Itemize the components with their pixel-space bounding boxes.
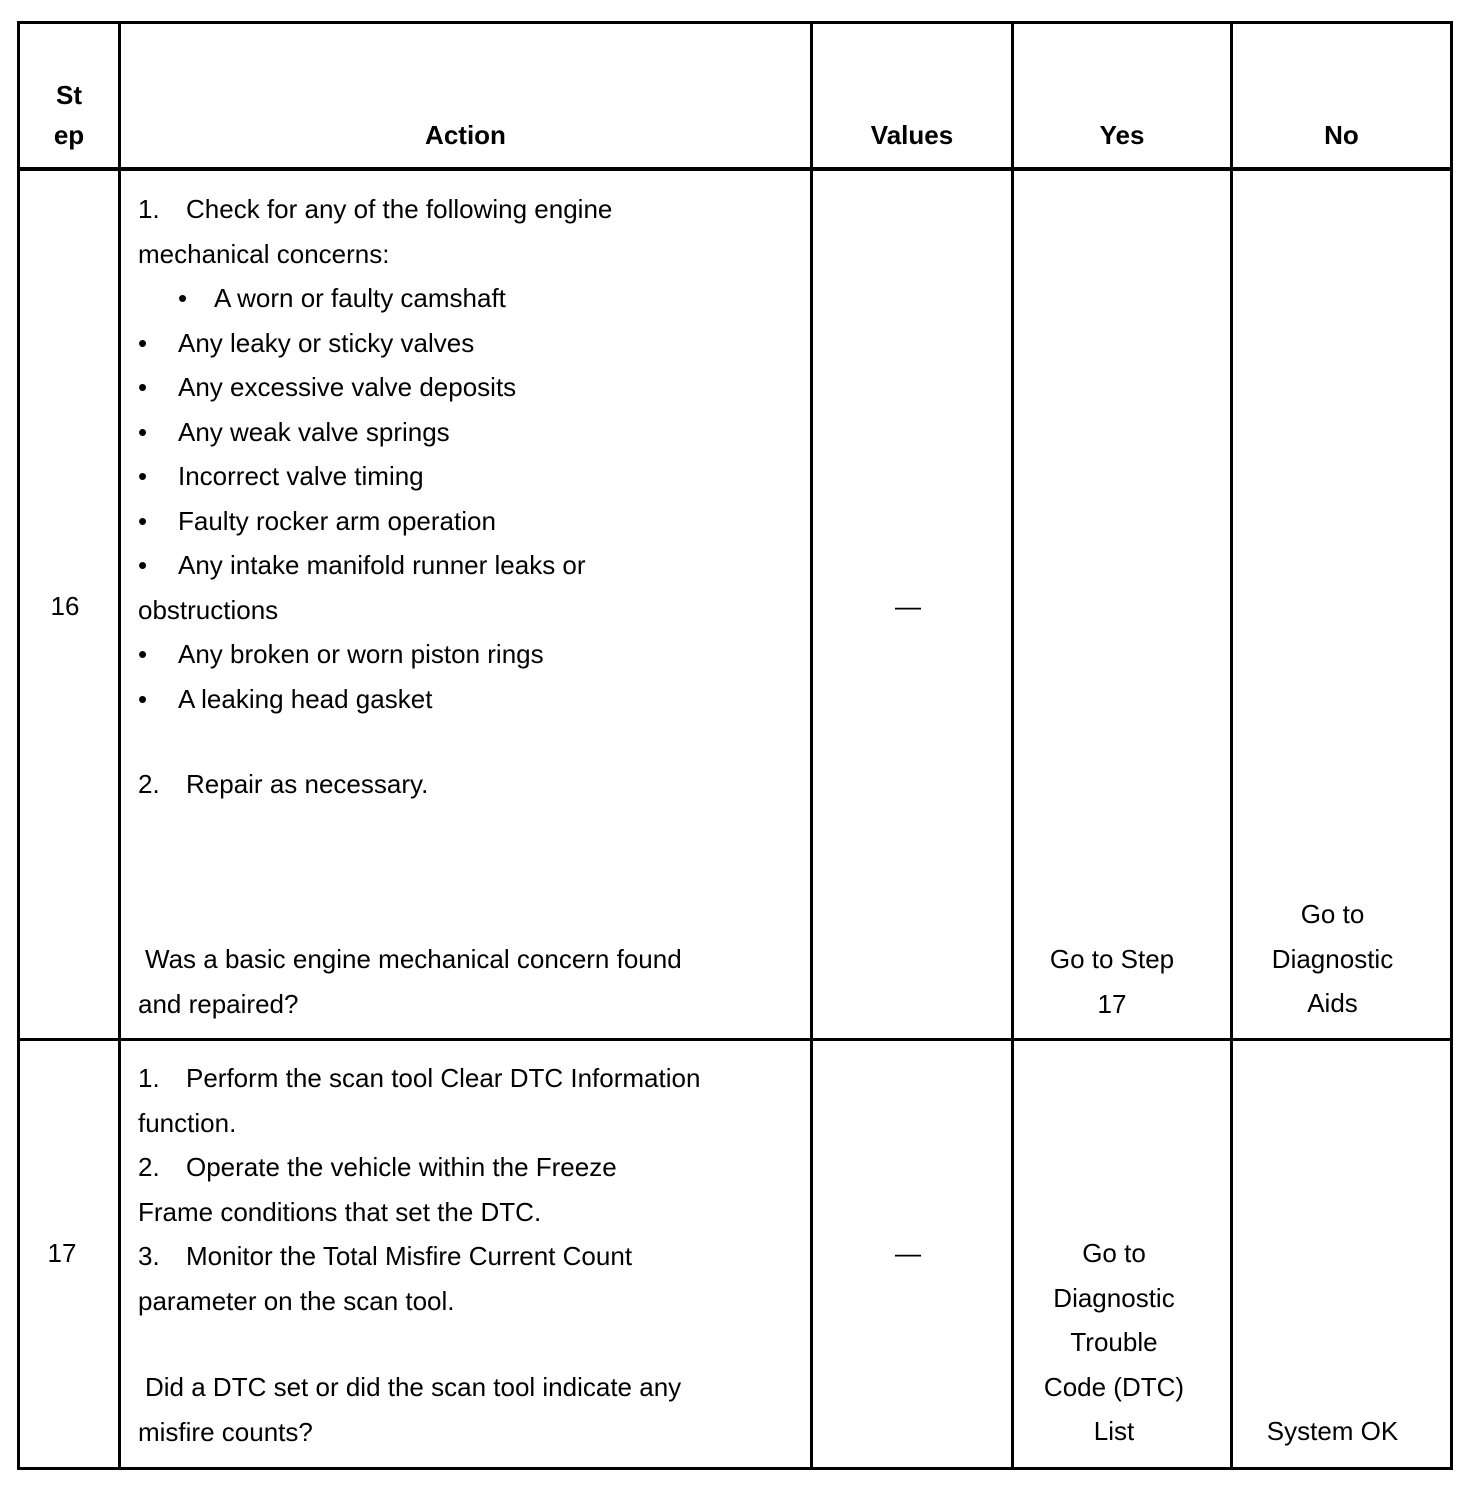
table-border-top [17, 21, 1453, 24]
header-values: Values [870, 120, 954, 150]
step-number: 16 [50, 591, 80, 621]
list-item: • Any weak valve springs [138, 416, 450, 447]
yes-line: List [1093, 1416, 1135, 1446]
header-divider [17, 167, 1453, 171]
action-question [138, 1365, 808, 1454]
yes-cell [1014, 1231, 1214, 1454]
list-item: • A worn or faulty camshaft [178, 283, 506, 313]
action-item-1-cont: mechanical concerns: [138, 238, 390, 269]
no-line: Diagnostic [1271, 943, 1394, 974]
action-text [138, 187, 808, 721]
yes-line: Trouble [1070, 1327, 1158, 1357]
action-question [138, 937, 808, 1026]
action-item-2: 2. Repair as necessary. [138, 769, 429, 799]
row-divider [17, 1038, 1453, 1041]
yes-cell [1014, 937, 1210, 1026]
action-item-2-cont: Frame conditions that set the DTC. [138, 1196, 542, 1227]
no-line: Aids [1307, 988, 1358, 1018]
no-line: Go to [1300, 899, 1365, 929]
action-item-1: 1. Perform the scan tool Clear DTC Information [138, 1063, 701, 1093]
yes-line: Diagnostic [1053, 1282, 1175, 1313]
table-border-right [1450, 21, 1453, 1470]
header-action: Action [425, 120, 506, 150]
yes-line: Go to [1082, 1238, 1146, 1268]
table-border-bottom [17, 1467, 1453, 1470]
question-line: Did a DTC set or did the scan tool indicate any [145, 1372, 682, 1402]
list-item: • A leaking head gasket [138, 683, 433, 714]
list-item: • Faulty rocker arm operation [138, 505, 496, 536]
list-item: • Incorrect valve timing [138, 461, 424, 491]
no-cell [1233, 1409, 1432, 1454]
header-step [20, 75, 118, 155]
values-cell: — [895, 591, 921, 621]
action-text [138, 1056, 808, 1323]
action-item-3-cont: parameter on the scan tool. [138, 1285, 455, 1316]
question-line: Was a basic engine mechanical concern found [145, 944, 682, 974]
header-step-line1: St [56, 80, 82, 110]
diagnostic-table [17, 21, 1453, 1470]
header-step-line2: ep [53, 120, 85, 150]
action-item-2: 2. Operate the vehicle within the Freeze [138, 1152, 617, 1182]
yes-line: Code (DTC) [1043, 1371, 1185, 1402]
question-line: and repaired? [138, 988, 299, 1019]
no-cell [1233, 892, 1432, 1026]
question-line: misfire counts? [138, 1416, 313, 1447]
list-item: • Any intake manifold runner leaks or [138, 550, 586, 580]
list-item-cont: obstructions [138, 594, 279, 625]
yes-line: 17 [1097, 988, 1127, 1019]
action-item-1-cont: function. [138, 1107, 237, 1138]
step-number: 17 [47, 1238, 77, 1268]
no-line: System OK [1266, 1416, 1399, 1446]
list-item: • Any leaky or sticky valves [138, 327, 475, 358]
column-divider [1230, 21, 1233, 1470]
list-item: • Any excessive valve deposits [138, 372, 517, 402]
column-divider [118, 21, 121, 1470]
values-cell: — [895, 1238, 921, 1268]
list-item: • Any broken or worn piston rings [138, 639, 544, 669]
action-item-1: 1. Check for any of the following engine [138, 194, 613, 224]
action-item-3: 3. Monitor the Total Misfire Current Count [138, 1241, 633, 1271]
header-no: No [1324, 120, 1359, 150]
header-yes: Yes [1099, 120, 1145, 150]
yes-line: Go to Step [1049, 944, 1175, 974]
